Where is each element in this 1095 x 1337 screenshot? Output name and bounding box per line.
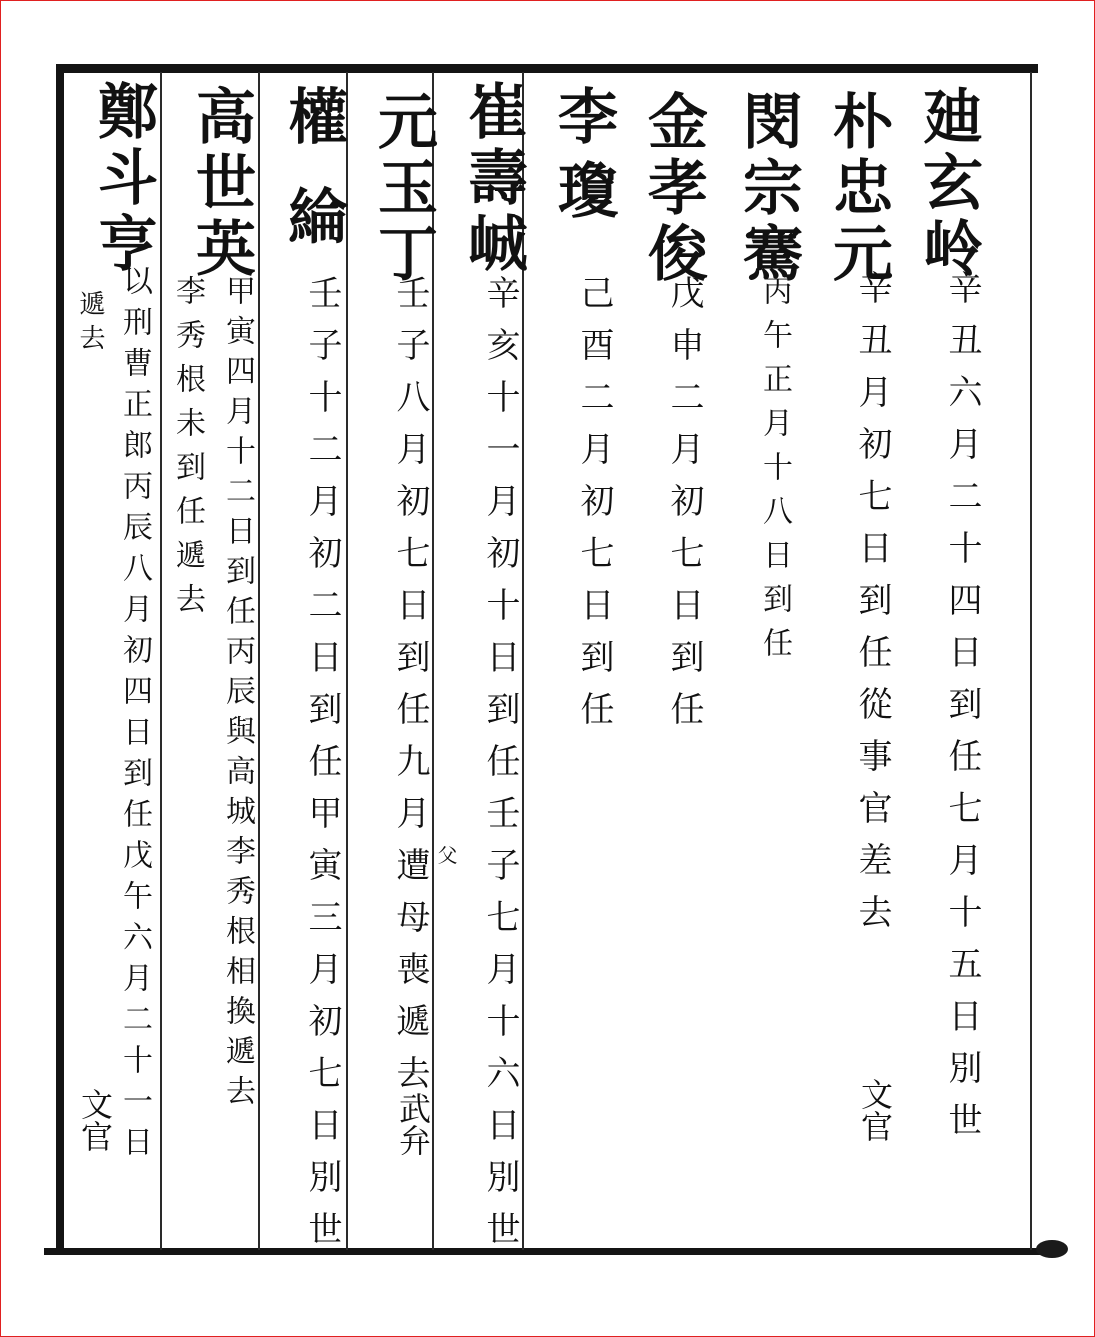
column-divider bbox=[1030, 72, 1032, 1250]
tenure-note: 己酉二月初七日到任 bbox=[574, 275, 614, 743]
tenure-note: 丙午正月十八日到任 bbox=[757, 275, 792, 671]
official-name: 金孝俊 bbox=[638, 90, 708, 288]
official-name: 高世英 bbox=[186, 85, 256, 283]
rank-label: 文官 bbox=[76, 1088, 114, 1152]
tenure-note: 壬子十二月初二日到任甲寅三月初七日別世 bbox=[302, 275, 342, 1263]
tenure-note: 以刑曹正郎丙辰八月初四日到任戊午六月二十一日 bbox=[117, 265, 152, 1167]
tenure-note: 辛丑月初七日到任從事官差去 bbox=[852, 270, 892, 946]
side-annotation: 父 bbox=[434, 845, 458, 865]
top-border-rule bbox=[58, 64, 1038, 73]
tenure-note: 甲寅四月十二日到任丙辰與高城李秀根相換遞去 bbox=[220, 275, 255, 1115]
left-border-rule bbox=[56, 64, 64, 1254]
official-name: 朴忠元 bbox=[823, 90, 893, 288]
official-name: 李瓊 bbox=[548, 85, 618, 233]
tenure-note-secondary: 李秀根未到任遞去 bbox=[170, 275, 205, 627]
official-name: 閔宗騫 bbox=[733, 90, 803, 288]
tenure-note: 戊申二月初七日到任 bbox=[664, 275, 704, 743]
ink-blot bbox=[1036, 1240, 1068, 1258]
official-name: 鄭斗亨 bbox=[88, 80, 158, 278]
official-name: 廸玄岭 bbox=[913, 85, 983, 283]
tenure-note: 辛亥十一月初十日到任壬子七月十六日別世 bbox=[480, 275, 520, 1263]
official-name: 權綸 bbox=[278, 85, 348, 285]
tenure-note: 辛丑六月二十四日到任七月十五日別世 bbox=[942, 270, 982, 1154]
official-name: 元玉丁 bbox=[368, 90, 438, 288]
rank-label: 武弁 bbox=[394, 1092, 432, 1156]
rank-label: 文官 bbox=[856, 1078, 894, 1142]
tenure-note: 壬子八月初七日到任九月遭母喪遞去 bbox=[390, 275, 430, 1107]
bottom-border-rule bbox=[44, 1248, 1054, 1255]
official-name: 崔壽峸 bbox=[458, 80, 528, 278]
tenure-note-secondary: 遞去 bbox=[75, 290, 105, 358]
